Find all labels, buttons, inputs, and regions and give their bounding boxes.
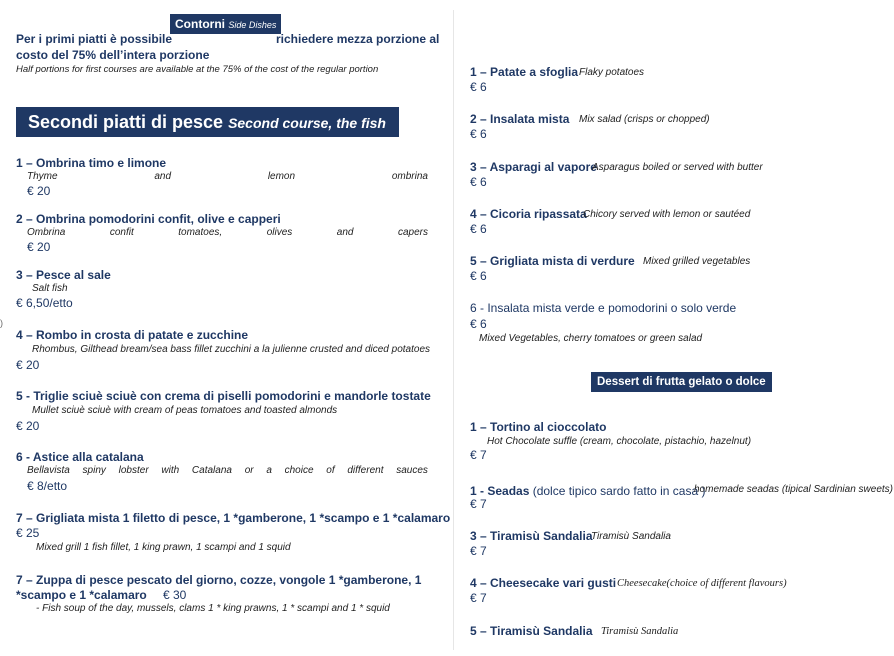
dessert-header-title: Dessert di frutta gelato o dolce [597,376,766,388]
word: sauces [396,465,428,476]
intro-line1b: richiedere mezza porzione al [276,32,440,46]
fish-item-2-en [27,227,428,238]
side-item-2-en: Mix salad (crisps or chopped) [579,114,710,125]
word: Catalana [191,465,232,476]
fish-item-6-name: 6 - Astice alla catalana [16,450,144,464]
side-item-3-en: Asparagus boiled or served with butter [592,162,763,173]
side-item-1-price: € 6 [470,80,487,94]
dessert-item-2-name-rest: (dolce tipico sardo fatto in casa ) [529,484,706,498]
fish-item-8-name2: *scampo e 1 *calamaro [16,588,147,602]
dessert-item-4-name: 4 – Cheesecake vari gusti [470,576,617,590]
fish-item-1-name: 1 – Ombrina timo e limone [16,156,167,170]
column-divider [453,10,454,650]
dessert-item-3-en: Tiramisù Sandalia [591,531,671,542]
dessert-item-2-name-row [470,482,705,500]
side-item-1-name: 1 – Patate a sfoglia [470,65,579,79]
word: confit [109,227,134,238]
dessert-item-3-price: € 7 [470,544,487,558]
dessert-item-5-en: Tiramisù Sandalia [601,626,679,637]
contorni-header [170,14,281,34]
word: different [347,465,384,476]
edge-mark: ) [0,318,3,328]
intro-line1a: Per i primi piatti è possibile [16,32,173,46]
dessert-item-2-price: € 7 [470,497,487,511]
side-item-5-price: € 6 [470,269,487,283]
fish-item-3-price: € 6,50/etto [16,296,73,310]
word: and [336,227,354,238]
dessert-item-2-en: homemade seadas (tipical Sardinian sweets) [694,484,893,495]
fish-item-6-en [27,465,428,476]
side-item-6-name: 6 - Insalata mista verde e pomodorini o solo verde [470,301,737,315]
dessert-item-1-name: 1 – Tortino al cioccolato [470,420,607,434]
dessert-item-1-price: € 7 [470,448,487,462]
side-item-3-price: € 6 [470,175,487,189]
side-item-4-en: Chicory served with lemon or sautéed [583,209,751,220]
contorni-title: Contorni [175,17,225,31]
fish-item-7-name: 7 – Grigliata mista 1 filetto di pesce, 1 *gamberone, 1 *scampo e 1 *calamaro [16,511,451,525]
word: Ombrina [27,227,66,238]
word: with [161,465,180,476]
dessert-item-4-price: € 7 [470,591,487,605]
fish-item-5-name: 5 - Triglie sciuè sciuè con crema di piselli pomodorini e mandorle tostate [16,389,431,403]
side-item-4-price: € 6 [470,222,487,236]
word: spiny [82,465,106,476]
contorni-subtitle: Side Dishes [228,20,277,30]
fish-item-5-price: € 20 [16,419,40,433]
side-item-4-name: 4 – Cicoria ripassata [470,207,587,221]
word: of [326,465,335,476]
fish-item-2-name: 2 – Ombrina pomodorini confit, olive e capperi [16,212,281,226]
side-item-2-name: 2 – Insalata mista [470,112,570,126]
fish-item-8-en: - Fish soup of the day, mussels, clams 1 * king prawns, 1 * scampi and 1 * squid [36,603,390,614]
word: olives [266,227,293,238]
fish-item-6-price: € 8/etto [27,479,68,493]
fish-header-subtitle: Second course, the fish [228,115,386,131]
fish-header [16,107,399,137]
side-item-3-name: 3 – Asparagi al vapore [470,160,597,174]
fish-item-7-en: Mixed grill 1 fish fillet, 1 king prawn, 1 scampi and 1 squid [36,542,291,553]
side-item-2-price: € 6 [470,127,487,141]
word: lobster [118,465,149,476]
word: ombrina [391,171,428,182]
word: capers [397,227,428,238]
fish-item-8-price: € 30 [163,588,187,602]
dessert-item-4-en: Cheesecake(choice of different flavours) [617,578,787,589]
fish-item-3-name: 3 – Pesce al sale [16,268,111,282]
word: choice [284,465,314,476]
dessert-item-2-name: 1 - Seadas [470,484,530,498]
fish-item-4-name: 4 – Rombo in crosta di patate e zucchine [16,328,249,342]
word: lemon [267,171,296,182]
fish-item-5-en: Mullet sciuè sciuè with cream of peas tomatoes and toasted almonds [32,405,338,416]
fish-header-title: Secondi piatti di pesce [28,112,224,132]
dessert-item-1-en: Hot Chocolate suffle (cream, chocolate, pistachio, hazelnut) [487,436,752,447]
fish-item-8-name: 7 – Zuppa di pesce pescato del giorno, cozze, vongole 1 *gamberone, 1 [16,573,422,587]
fish-item-4-price: € 20 [16,358,40,372]
dessert-item-3-name: 3 – Tiramisù Sandalia [470,529,593,543]
word: or [244,465,254,476]
side-item-5-name: 5 – Grigliata mista di verdure [470,254,635,268]
word: Bellavista [27,465,70,476]
fish-item-2-price: € 20 [27,240,51,254]
intro-line2: costo del 75% dell’intera porzione [16,48,210,62]
side-item-6-en: Mixed Vegetables, cherry tomatoes or green salad [479,333,703,344]
fish-item-4-en: Rhombus, Gilthead bream/sea bass fillet zucchini a la julienne crusted and diced potatoes [32,344,431,355]
side-item-5-en: Mixed grilled vegetables [643,256,751,267]
word: tomatoes, [178,227,223,238]
word: and [154,171,172,182]
side-item-6-price: € 6 [470,317,487,331]
side-item-1-en: Flaky potatoes [579,67,645,78]
fish-item-1-en [27,171,428,182]
fish-item-7-price: € 25 [16,526,40,540]
word: a [266,465,272,476]
dessert-item-5-name: 5 – Tiramisù Sandalia [470,624,593,638]
word: Thyme [27,171,58,182]
dessert-header [591,372,772,392]
intro-en: Half portions for first courses are available at the 75% of the cost of the regular portion [16,64,379,75]
fish-item-3-en: Salt fish [32,283,68,294]
fish-item-1-price: € 20 [27,184,51,198]
